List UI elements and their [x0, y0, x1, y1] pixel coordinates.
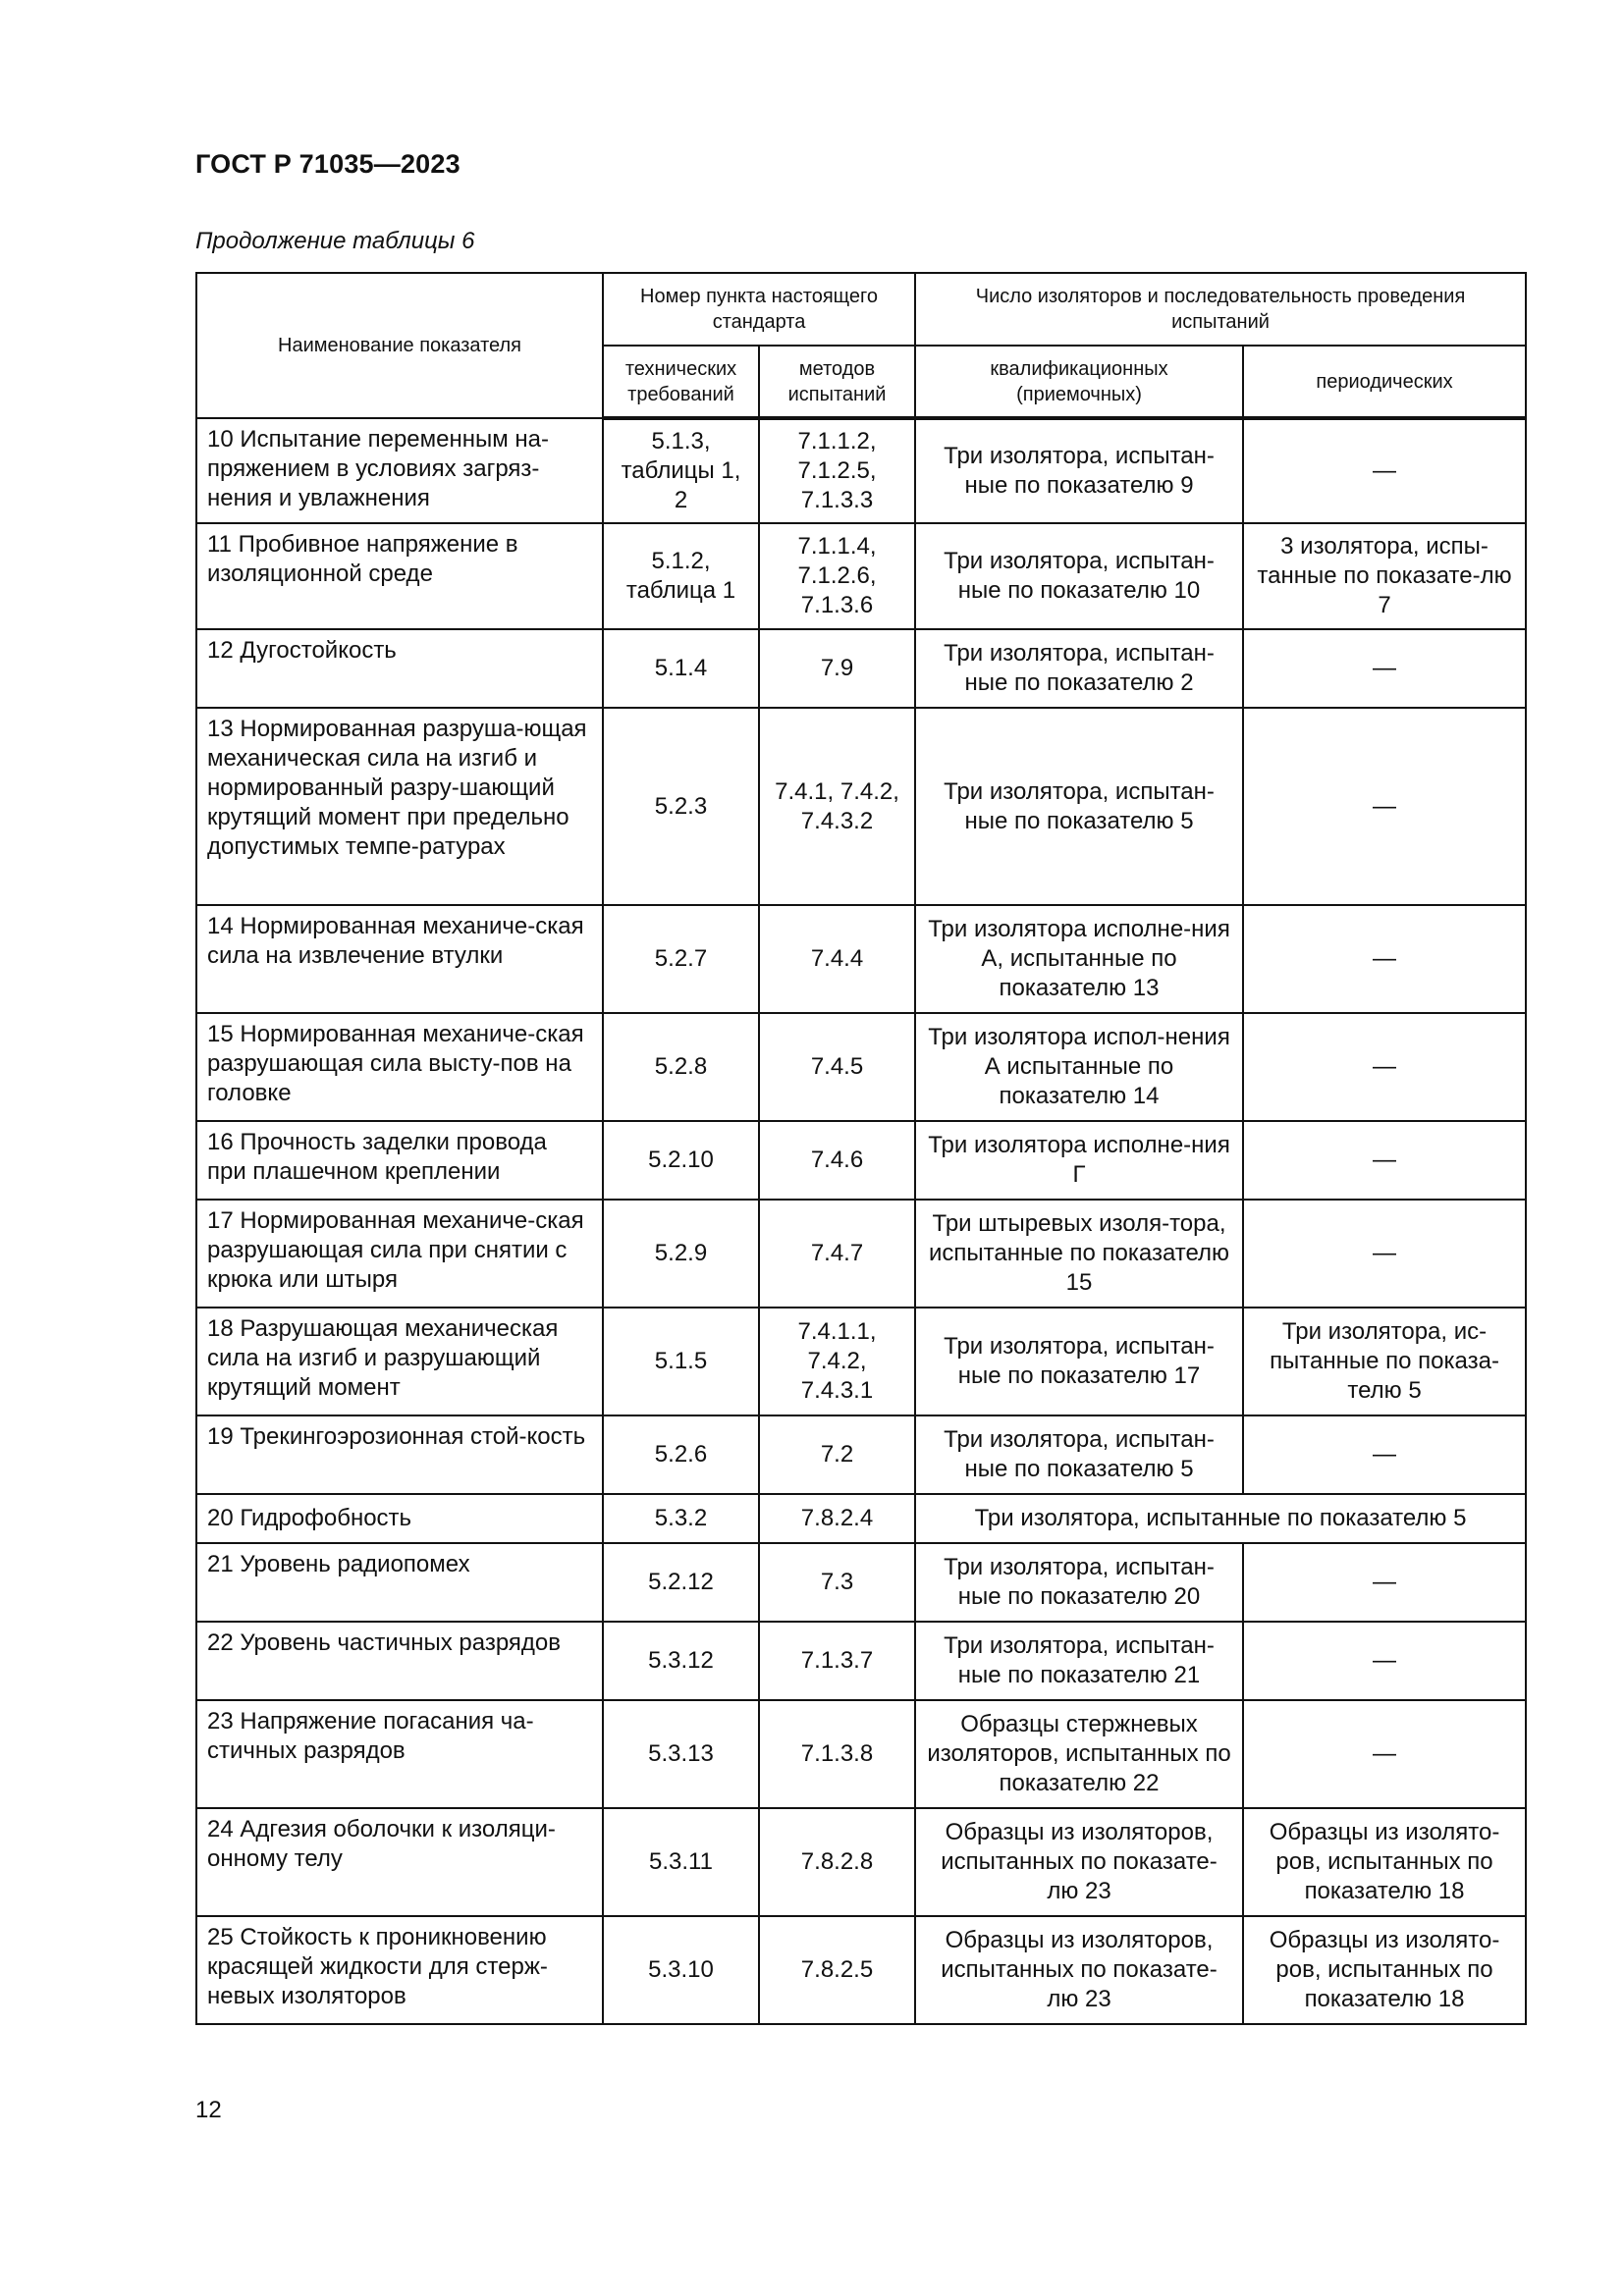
table-row: [196, 1700, 1526, 1808]
table-row: [196, 1494, 1526, 1543]
qualification-samples: Три изолятора исполне-ния Г: [915, 1121, 1243, 1200]
method-clause: 7.8.2.4: [759, 1494, 915, 1543]
periodic-samples: —: [1243, 1013, 1526, 1121]
qualification-samples: Три изолятора, испытан-ные по показателю 21: [915, 1622, 1243, 1700]
method-clause: 7.4.5: [759, 1013, 915, 1121]
qualification-samples: Три изолятора, испытан-ные по показателю 5: [915, 708, 1243, 905]
table-row: [196, 1415, 1526, 1494]
table-row: [196, 1916, 1526, 2024]
method-clause: 7.4.7: [759, 1200, 915, 1308]
tech-clause: 5.2.12: [603, 1543, 759, 1622]
qualification-samples: Образцы из изоляторов, испытанных по показате-лю 23: [915, 1916, 1243, 2024]
tech-clause: 5.2.6: [603, 1415, 759, 1494]
method-clause: 7.4.6: [759, 1121, 915, 1200]
periodic-samples: —: [1243, 708, 1526, 905]
table-row: [196, 629, 1526, 708]
header-clause-group: Номер пункта настоящего стандарта: [603, 273, 915, 346]
qualification-samples: Три изолятора, испытан-ные по показателю 17: [915, 1308, 1243, 1415]
indicator-name: 23 Напряжение погасания ча-стичных разрядов: [196, 1700, 603, 1808]
table-row: [196, 1308, 1526, 1415]
indicator-name: 11 Пробивное напряжение в изоляционной среде: [196, 523, 603, 629]
periodic-samples: Образцы из изолято-ров, испытанных по показателю 18: [1243, 1808, 1526, 1916]
method-clause: 7.1.3.7: [759, 1622, 915, 1700]
header-tech-requirements: технических требований: [603, 346, 759, 418]
table-row: [196, 1543, 1526, 1622]
tech-clause: 5.2.10: [603, 1121, 759, 1200]
periodic-samples: —: [1243, 1415, 1526, 1494]
qualification-samples: Образцы стержневых изоляторов, испытанных по показателю 22: [915, 1700, 1243, 1808]
header-test-methods: методов испытаний: [759, 346, 915, 418]
method-clause: 7.8.2.5: [759, 1916, 915, 2024]
tech-clause: 5.1.4: [603, 629, 759, 708]
header-periodic: периодических: [1243, 346, 1526, 418]
periodic-samples: —: [1243, 629, 1526, 708]
tech-clause: 5.3.11: [603, 1808, 759, 1916]
indicator-name: 15 Нормированная механиче-ская разрушающая сила высту-пов на головке: [196, 1013, 603, 1121]
method-clause: 7.8.2.8: [759, 1808, 915, 1916]
periodic-samples: —: [1243, 1200, 1526, 1308]
tech-clause: 5.1.3, таблицы 1, 2: [603, 418, 759, 523]
tech-clause: 5.3.2: [603, 1494, 759, 1543]
header-qualification: квалификационных (приемочных): [915, 346, 1243, 418]
indicator-name: 17 Нормированная механиче-ская разрушающая сила при снятии с крюка или штыря: [196, 1200, 603, 1308]
table-row: [196, 708, 1526, 905]
table-row: [196, 1622, 1526, 1700]
indicator-name: 14 Нормированная механиче-ская сила на извлечение втулки: [196, 905, 603, 1013]
tech-clause: 5.2.3: [603, 708, 759, 905]
table-row: [196, 418, 1526, 523]
qualification-samples: Три изолятора испол-нения А испытанные по показателю 14: [915, 1013, 1243, 1121]
periodic-samples: —: [1243, 1121, 1526, 1200]
table-row: [196, 1121, 1526, 1200]
indicator-name: 18 Разрушающая механическая сила на изгиб и разрушающий крутящий момент: [196, 1308, 603, 1415]
periodic-samples: Три изолятора, ис-пытанные по показа-телю 5: [1243, 1308, 1526, 1415]
tech-clause: 5.2.8: [603, 1013, 759, 1121]
periodic-samples: —: [1243, 1700, 1526, 1808]
method-clause: 7.1.3.8: [759, 1700, 915, 1808]
table-row: [196, 523, 1526, 629]
qualification-samples: Три изолятора, испытан-ные по показателю 5: [915, 1415, 1243, 1494]
table-row: [196, 1013, 1526, 1121]
periodic-samples: 3 изолятора, испы-танные по показате-лю 7: [1243, 523, 1526, 629]
header-count-group: Число изоляторов и последовательность проведения испытаний: [915, 273, 1526, 346]
indicator-name: 13 Нормированная разруша-ющая механическая сила на изгиб и нормированный разру-шающий крутящий момент при предельно допустимых темпе-ратурах: [196, 708, 603, 905]
tech-clause: 5.1.2, таблица 1: [603, 523, 759, 629]
page-number: 12: [195, 2097, 222, 2123]
method-clause: 7.4.1, 7.4.2, 7.4.3.2: [759, 708, 915, 905]
qualification-samples: Три изолятора, испытан-ные по показателю 9: [915, 418, 1243, 523]
tech-clause: 5.3.10: [603, 1916, 759, 2024]
qualification-samples: Три изолятора, испытан-ные по показателю 20: [915, 1543, 1243, 1622]
table-row: [196, 1808, 1526, 1916]
header-indicator-name: Наименование показателя: [196, 273, 603, 418]
method-clause: 7.1.1.2, 7.1.2.5, 7.1.3.3: [759, 418, 915, 523]
qualification-samples: Три изолятора, испытан-ные по показателю 2: [915, 629, 1243, 708]
qualification-samples: Три изолятора исполне-ния А, испытанные по показателю 13: [915, 905, 1243, 1013]
indicator-name: 20 Гидрофобность: [196, 1494, 603, 1543]
method-clause: 7.2: [759, 1415, 915, 1494]
method-clause: 7.3: [759, 1543, 915, 1622]
table-row: [196, 905, 1526, 1013]
indicator-name: 24 Адгезия оболочки к изоляци-онному телу: [196, 1808, 603, 1916]
table-caption: Продолжение таблицы 6: [195, 228, 475, 254]
qualification-samples: Три изолятора, испытан-ные по показателю 10: [915, 523, 1243, 629]
indicator-name: 25 Стойкость к проникновению красящей жидкости для стерж-невых изоляторов: [196, 1916, 603, 2024]
indicator-name: 16 Прочность заделки провода при плашечном креплении: [196, 1121, 603, 1200]
indicator-name: 12 Дугостойкость: [196, 629, 603, 708]
tech-clause: 5.3.12: [603, 1622, 759, 1700]
indicator-name: 21 Уровень радиопомех: [196, 1543, 603, 1622]
indicator-name: 22 Уровень частичных разрядов: [196, 1622, 603, 1700]
indicator-name: 10 Испытание переменным на-пряжением в условиях загряз-нения и увлажнения: [196, 418, 603, 523]
indicators-table: [195, 272, 1527, 2025]
tech-clause: 5.3.13: [603, 1700, 759, 1808]
periodic-samples: —: [1243, 905, 1526, 1013]
method-clause: 7.4.1.1, 7.4.2, 7.4.3.1: [759, 1308, 915, 1415]
indicator-name: 19 Трекингоэрозионная стой-кость: [196, 1415, 603, 1494]
qualification-samples: Образцы из изоляторов, испытанных по показате-лю 23: [915, 1808, 1243, 1916]
method-clause: 7.9: [759, 629, 915, 708]
method-clause: 7.1.1.4, 7.1.2.6, 7.1.3.6: [759, 523, 915, 629]
merged-samples: Три изолятора, испытанные по показателю 5: [915, 1494, 1526, 1543]
method-clause: 7.4.4: [759, 905, 915, 1013]
periodic-samples: Образцы из изолято-ров, испытанных по показателю 18: [1243, 1916, 1526, 2024]
periodic-samples: —: [1243, 418, 1526, 523]
tech-clause: 5.2.7: [603, 905, 759, 1013]
document-title: ГОСТ Р 71035—2023: [195, 149, 460, 179]
qualification-samples: Три штыревых изоля-тора, испытанные по показателю 15: [915, 1200, 1243, 1308]
periodic-samples: —: [1243, 1622, 1526, 1700]
table-row: [196, 1200, 1526, 1308]
tech-clause: 5.2.9: [603, 1200, 759, 1308]
tech-clause: 5.1.5: [603, 1308, 759, 1415]
periodic-samples: —: [1243, 1543, 1526, 1622]
